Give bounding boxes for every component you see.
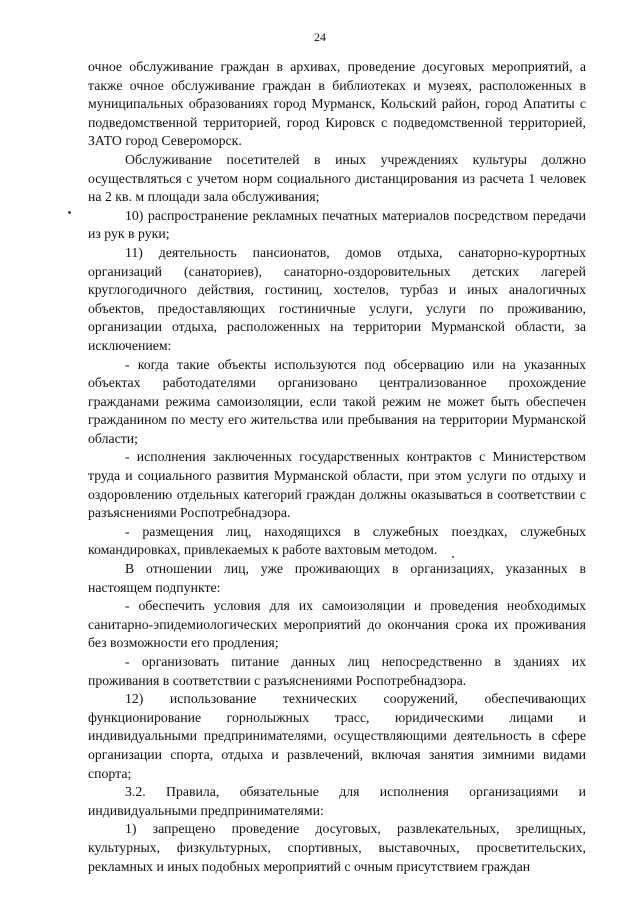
scan-speck — [68, 211, 71, 214]
paragraph-self-isolation: - обеспечить условия для их самоизоляции и проведения необходимых санитарно-эпидемиологических мероприятий до окончания срока их проживания без возможности его продления; — [88, 598, 586, 651]
paragraph-continuation: очное обслуживание граждан в архивах, проведение досуговых мероприятий, а также очное обслуживание граждан в библиотеках и музеях, расположенных в муниципальных образованиях город Мурманск, Кольский район, город Апатиты с подведомственной территорией, город Кировск с подведомственной территорией, ЗАТО город Североморск. — [88, 59, 586, 149]
paragraph-exception-business-trips: - размещения лиц, находящихся в служебных поездках, служебных командировках, привлекаемых к работе вахтовым методом. — [88, 523, 586, 558]
paragraph-exception-observation: - когда такие объекты используются под обсервацию или на указанных объектах работодателями организовано централизованное прохождение гражданами режима самоизоляции, если такой режим не может быть обеспечен гражданином по месту его жительства или пребывания на территории Мурманской области; — [88, 356, 586, 446]
paragraph-item-11: 11) деятельность пансионатов, домов отдыха, санаторно-курортных организаций (санаториев), санаторно-оздоровительных детских лагерей круглогодичного действия, гостиниц, хостелов, турбаз и иных аналогичных объектов, предоставляющих гостиничные услуги, услуги по проживанию, организации отдыха, расположенных на территории Мурманской области, за исключением: — [88, 244, 586, 353]
paragraph-item-10: 10) распространение рекламных печатных материалов посредством передачи из рук в руки; — [88, 207, 586, 242]
paragraph-residents: В отношении лиц, уже проживающих в организациях, указанных в настоящем подпункте: — [88, 561, 586, 595]
paragraph-section-3-2: 3.2. Правила, обязательные для исполнения организациями и индивидуальными предпринимателями: — [88, 784, 586, 818]
paragraph-exception-contracts: - исполнения заключенных государственных контрактов с Министерством труда и социального развития Мурманской области, при этом услуги по отдыху и оздоровлению отдельных категорий граждан должны оказываться в соответствии с разъяснениями Роспотребнадзора. — [88, 449, 586, 521]
document-body — [88, 58, 586, 876]
paragraph-item-12: 12) использование технических сооружений, обеспечивающих функционирование горнолыжных трасс, юридическими лицами и индивидуальными предпринимателями, осуществляющими деятельность в сфере организации спорта, отдыха и развлечений, включая занятия зимними видами спорта; — [88, 691, 586, 781]
page-number: 24 — [314, 30, 326, 44]
paragraph-rule-1: 1) запрещено проведение досуговых, развлекательных, зрелищных, культурных, физкультурных, спортивных, выставочных, просветительских, рекламных и иных подобных мероприятий с очным присутствием граждан — [88, 821, 586, 874]
paragraph-meals: - организовать питание данных лиц непосредственно в зданиях их проживания в соответствии с разъяснениями Роспотребнадзора. — [88, 654, 586, 688]
paragraph-culture-visitors: Обслуживание посетителей в иных учреждениях культуры должно осуществляться с учетом норм социального дистанцирования из расчета 1 человек на 2 кв. м площади зала обслуживания; — [88, 151, 586, 205]
scan-speck — [452, 556, 454, 558]
